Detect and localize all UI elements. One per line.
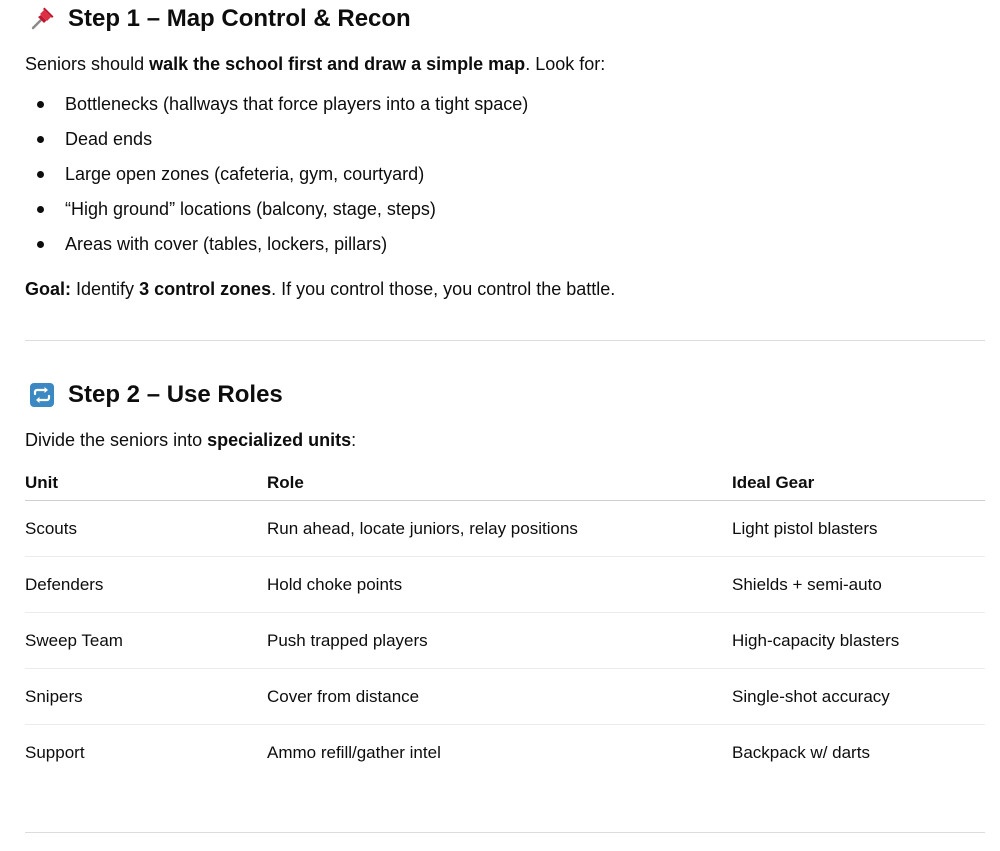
list-item [25, 126, 528, 161]
list-item-text: Large open zones (cafeteria, gym, courtyard) [65, 164, 425, 184]
cell-role: Cover from distance [267, 669, 732, 725]
cell-unit: Support [25, 742, 85, 762]
column-header-unit: Unit [25, 466, 267, 501]
table-row [25, 557, 985, 613]
table-row [25, 669, 985, 725]
cell-role: Push trapped players [267, 613, 732, 669]
cell-unit: Scouts [25, 501, 267, 557]
goal-text: Identify [71, 279, 140, 299]
step2-title: Step 2 – Use Roles [68, 381, 283, 408]
cell-role: Run ahead, locate juniors, relay positions [267, 501, 732, 557]
list-item-text: “High ground” locations (balcony, stage, steps) [65, 199, 436, 219]
table-header-row [25, 466, 985, 501]
step1-title: Step 1 – Map Control & Recon [68, 5, 411, 32]
list-item-text: Bottlenecks (hallways that force players into a tight space) [65, 94, 529, 114]
step1-intro-tail: . Look for: [525, 54, 606, 74]
goal-bold: 3 control zones [139, 279, 272, 299]
list-item [25, 196, 528, 231]
table-row [25, 613, 985, 669]
column-header-gear: Ideal Gear [732, 466, 985, 501]
recon-checklist [25, 91, 528, 266]
cell-unit: Sweep Team [25, 613, 267, 669]
bullet-dot [37, 101, 44, 108]
step2-intro [25, 427, 356, 453]
cell-role: Hold choke points [267, 557, 732, 613]
list-item [25, 91, 528, 126]
step1-intro-bold: walk the school first and draw a simple map [149, 54, 526, 74]
roles-table [25, 466, 985, 780]
bullet-dot [37, 241, 44, 248]
step2-intro-tail: : [351, 430, 357, 450]
list-item [25, 161, 528, 196]
cell-gear: Backpack w/ darts [732, 742, 870, 762]
column-header-role: Role [267, 466, 732, 501]
pushpin-icon [27, 4, 57, 34]
divider [25, 340, 985, 341]
divider [25, 832, 985, 833]
cell-gear: Shields + semi-auto [732, 557, 985, 613]
table-row [25, 501, 985, 557]
cell-gear: Single-shot accuracy [732, 669, 985, 725]
list-item-text: Dead ends [65, 129, 153, 149]
cell-role: Ammo refill/gather intel [267, 742, 441, 762]
goal-label: Goal: [25, 279, 72, 299]
cell-unit: Snipers [25, 669, 267, 725]
table-row [25, 725, 985, 781]
cell-gear: Light pistol blasters [732, 501, 985, 557]
cell-gear: High-capacity blasters [732, 613, 985, 669]
bullet-dot [37, 136, 44, 143]
step2-intro-text: Divide the seniors into [25, 430, 208, 450]
cell-unit: Defenders [25, 557, 267, 613]
step1-heading [25, 3, 411, 35]
step1-intro [25, 51, 605, 77]
step2-intro-bold: specialized units [207, 430, 352, 450]
step1-intro-text: Seniors should [25, 54, 150, 74]
goal-tail: . If you control those, you control the battle. [271, 279, 616, 299]
goal-line [25, 276, 615, 302]
list-item-text: Areas with cover (tables, lockers, pillars) [65, 234, 388, 254]
bullet-dot [37, 171, 44, 178]
repeat-arrows-icon [27, 380, 57, 410]
list-item [25, 231, 528, 266]
bullet-dot [37, 206, 44, 213]
step2-heading [25, 379, 283, 411]
